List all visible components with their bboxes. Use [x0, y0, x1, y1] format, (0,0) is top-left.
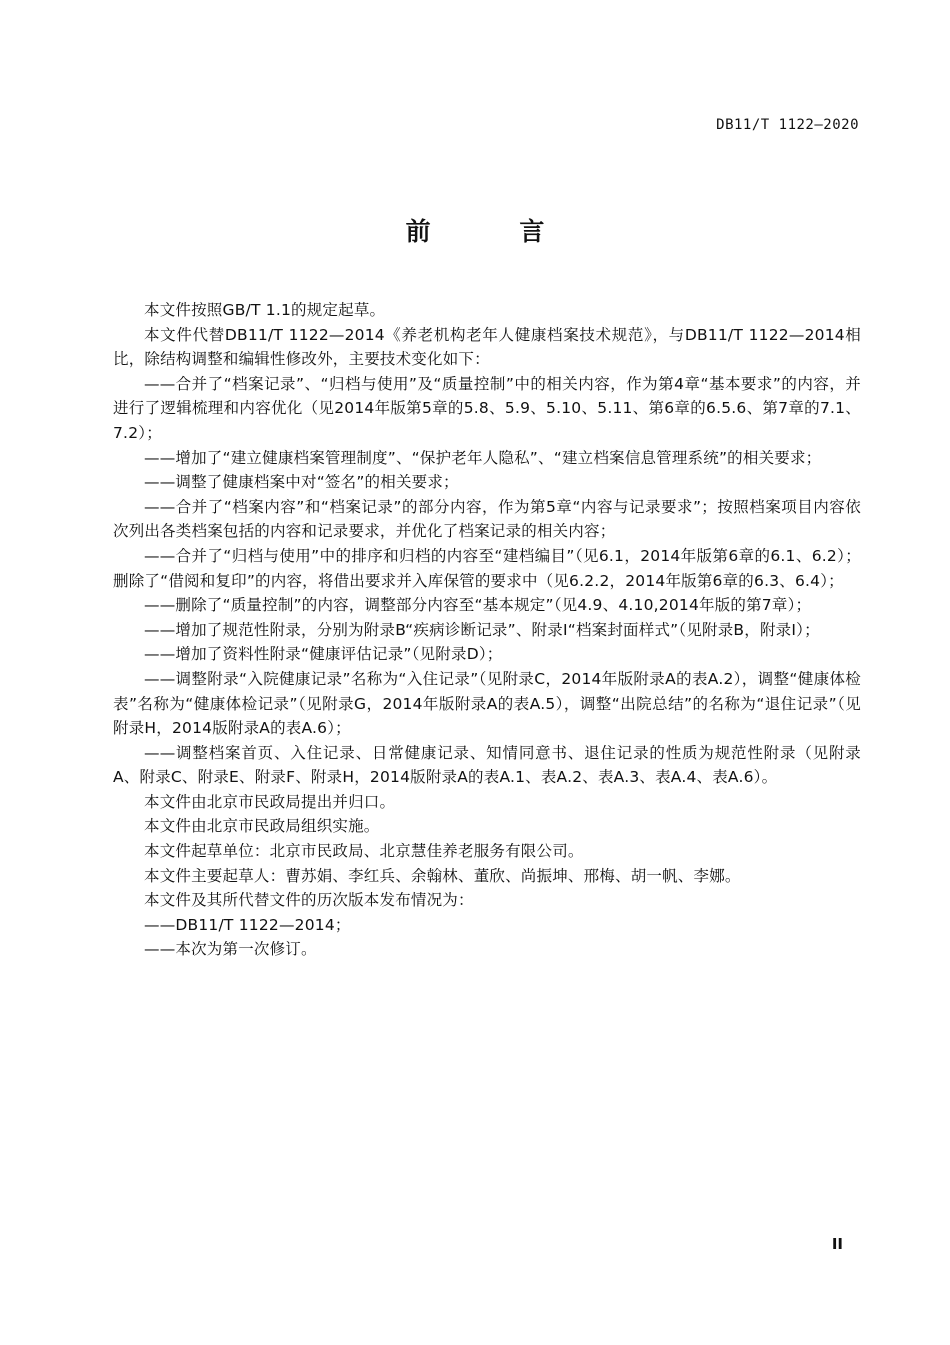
page-title: 前 言	[405, 217, 585, 246]
paragraph: ——合并了“档案记录”、“归档与使用”及“质量控制”中的相关内容，作为第4章“基本要求”的内容，并进行了逻辑梳理和内容优化（见2014年版第5章的5.8、5.9、5.10、5.11、第6章的6.5.6、第7章的7.1、7.2）；	[113, 374, 861, 442]
paragraph: ——增加了“建立健康档案管理制度”、“保护老年人隐私”、“建立档案信息管理系统”的相关要求；	[144, 448, 822, 467]
paragraph: 本文件主要起草人：曹苏娟、李红兵、余翰林、董欣、尚振坤、邢梅、胡一帆、李娜。	[144, 866, 741, 885]
paragraph: ——删除了“质量控制”的内容，调整部分内容至“基本规定”（见4.9、4.10,2014年版的第7章）；	[144, 596, 812, 615]
preface-body	[113, 298, 861, 962]
paragraph: 本文件起草单位：北京市民政局、北京慧佳养老服务有限公司。	[144, 842, 584, 861]
paragraph: ——DB11/T 1122—2014；	[144, 915, 351, 934]
paragraph: 本文件由北京市民政局组织实施。	[144, 817, 380, 836]
paragraph: ——调整了健康档案中对“签名”的相关要求；	[144, 473, 459, 492]
document-code: DB11/T 1122—2020	[716, 117, 859, 133]
paragraph: 本文件按照GB/T 1.1的规定起草。	[144, 301, 386, 319]
paragraph: ——合并了“归档与使用”中的排序和归档的内容至“建档编目”（见6.1，2014年版第6章的6.1、6.2）；删除了“借阅和复印”的内容，将借出要求并入库保管的要求中（见6.2.2，2014年版第6章的6.3、6.4）；	[113, 546, 861, 590]
paragraph: ——调整档案首页、入住记录、日常健康记录、知情同意书、退住记录的性质为规范性附录（见附录A、附录C、附录E、附录F、附录H，2014版附录A的表A.1、表A.2、表A.3、表A.4、表A.6）。	[113, 743, 861, 787]
page-number: II	[831, 1235, 843, 1253]
paragraph: ——增加了资料性附录“健康评估记录”（见附录D）；	[144, 645, 503, 664]
paragraph: ——调整附录“入院健康记录”名称为“入住记录”（见附录C，2014年版附录A的表A.2），调整“健康体检表”名称为“健康体检记录”（见附录G，2014年版附录A的表A.5），调整“出院总结”的名称为“退住记录”（见附录H，2014版附录A的表A.6）；	[113, 669, 861, 738]
paragraph: 本文件由北京市民政局提出并归口。	[144, 792, 396, 811]
paragraph: 本文件及其所代替文件的历次版本发布情况为：	[144, 891, 474, 910]
paragraph: ——合并了“档案内容”和“档案记录”的部分内容，作为第5章“内容与记录要求”；按照档案项目内容依次列出各类档案包括的内容和记录要求，并优化了档案记录的相关内容；	[113, 497, 861, 541]
paragraph: 本文件代替DB11/T 1122—2014《养老机构老年人健康档案技术规范》，与DB11/T 1122—2014相比，除结构调整和编辑性修改外，主要技术变化如下：	[113, 325, 861, 369]
paragraph: ——增加了规范性附录，分别为附录B“疾病诊断记录”、附录I“档案封面样式”（见附录B，附录I）；	[144, 620, 820, 639]
paragraph: ——本次为第一次修订。	[144, 940, 317, 959]
